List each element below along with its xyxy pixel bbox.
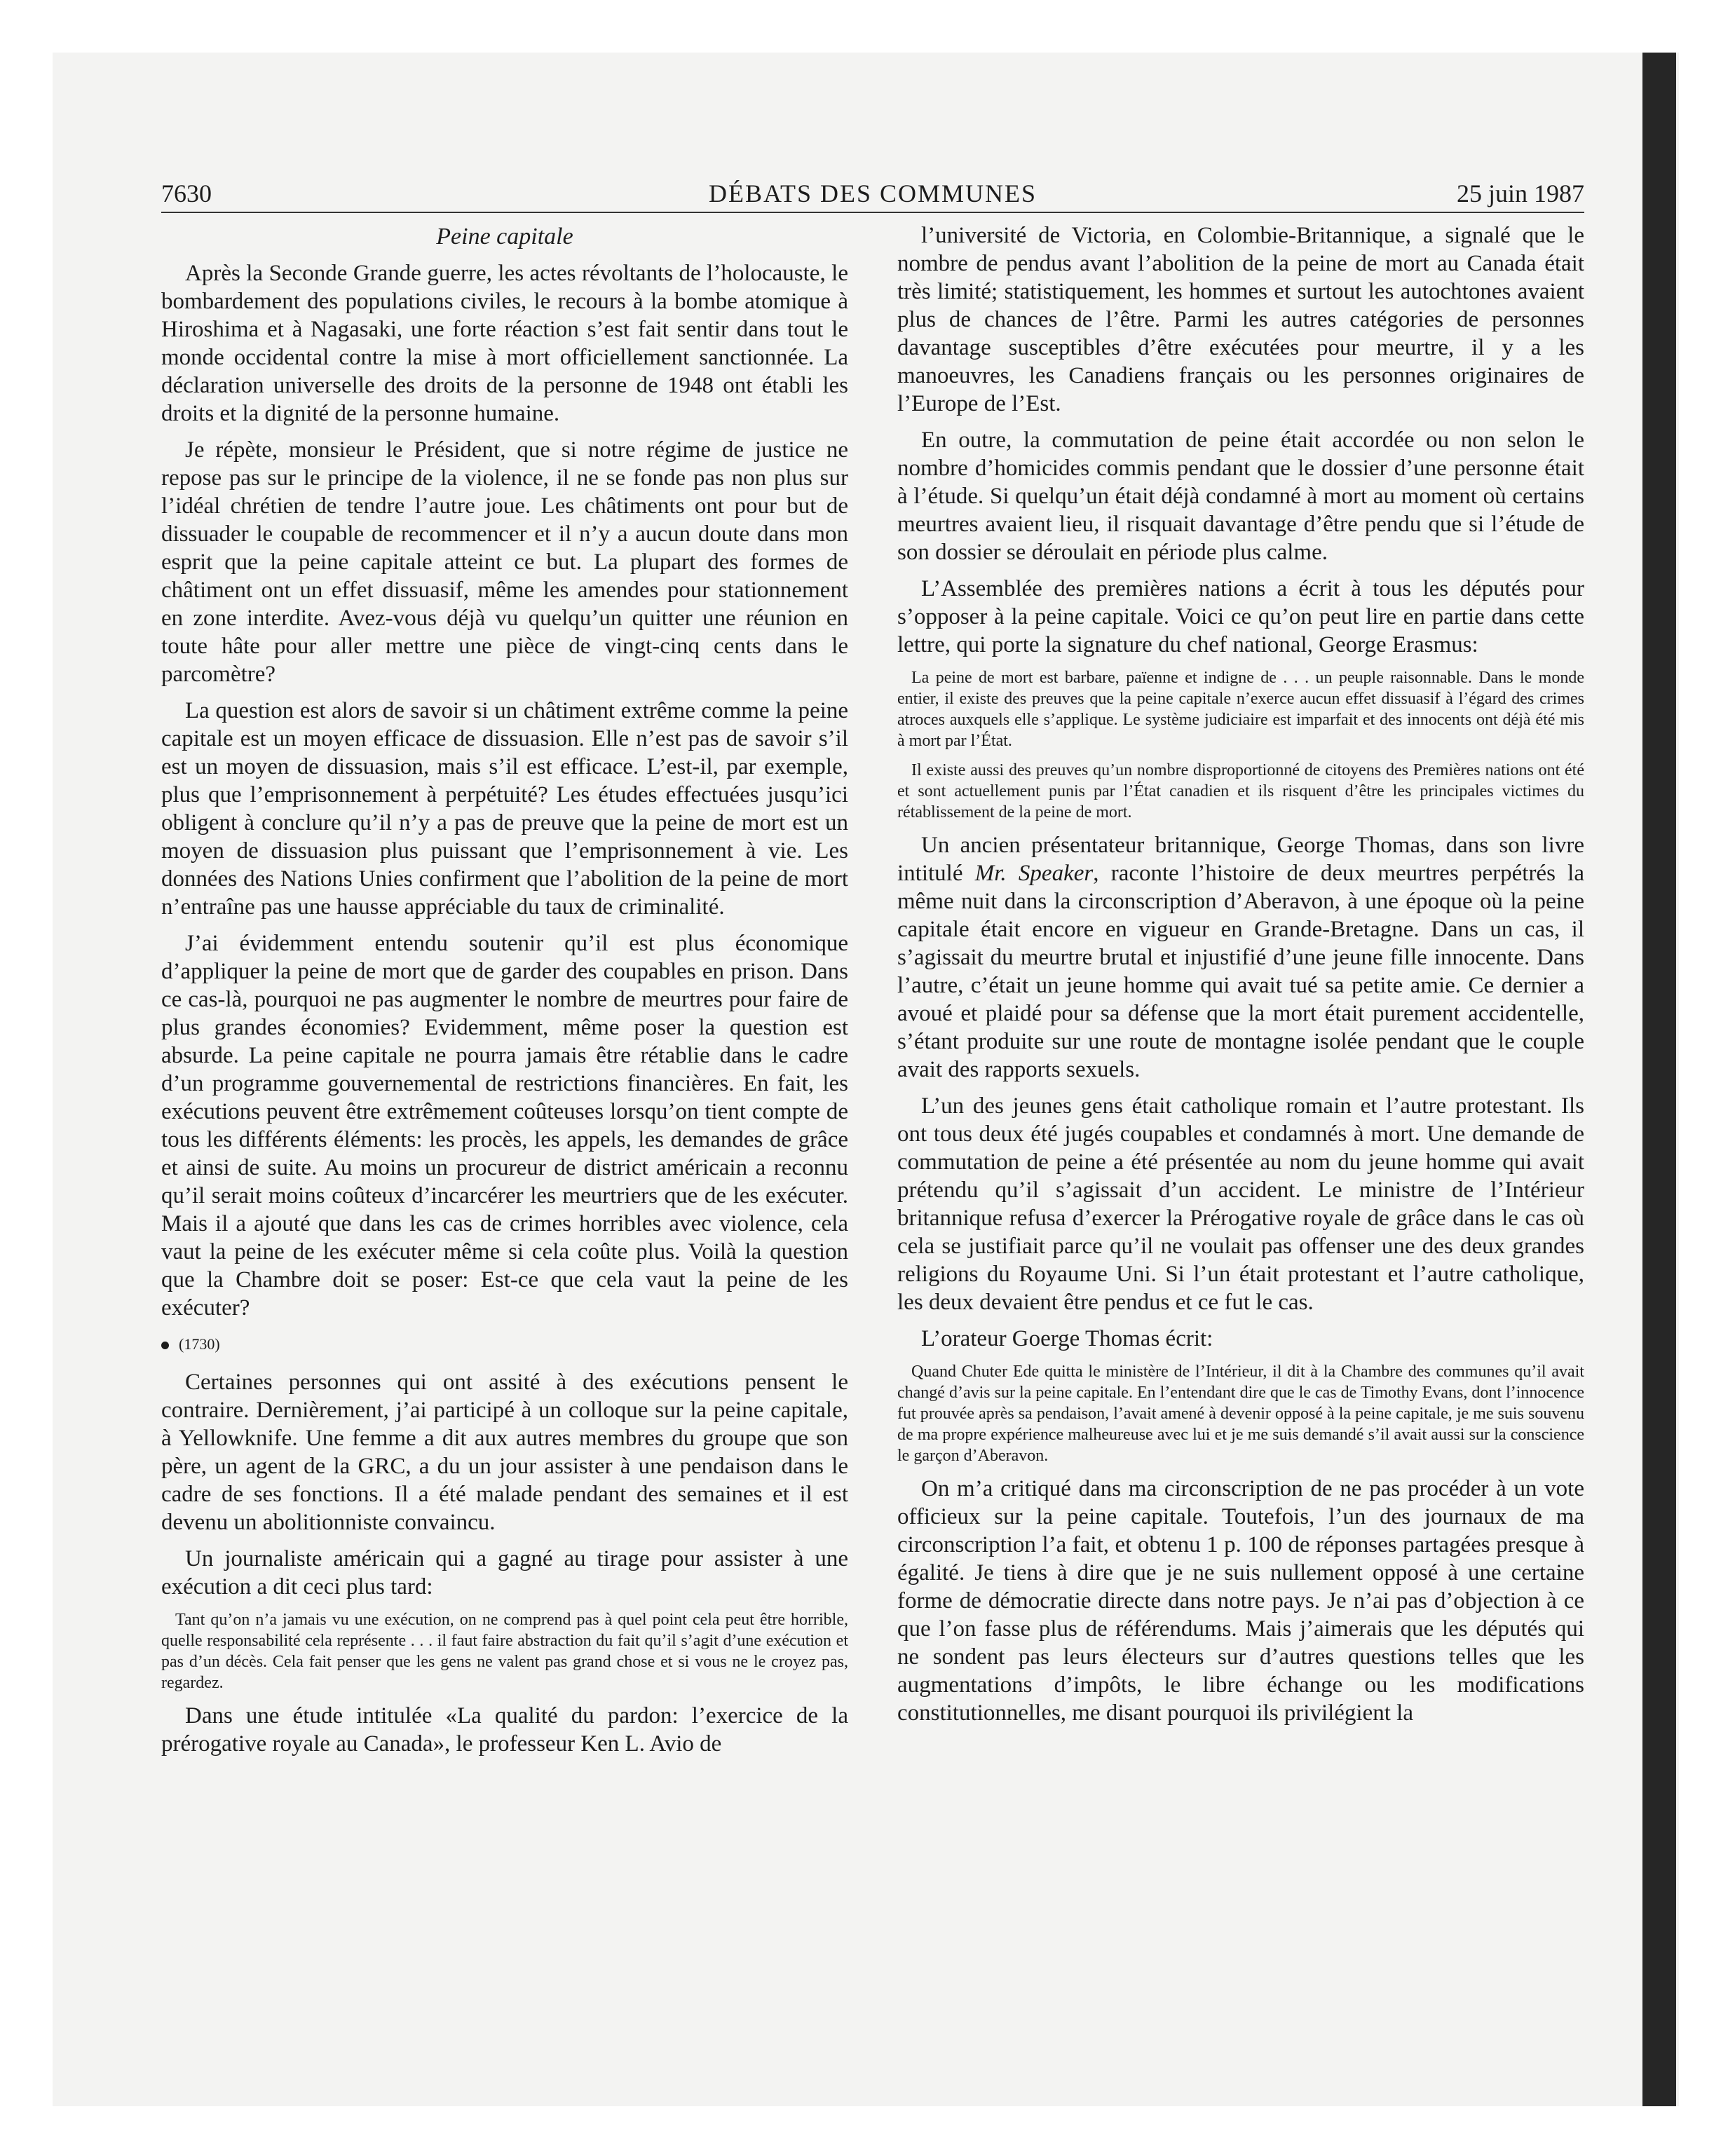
scan-edge-shadow [1642, 53, 1676, 2106]
block-quote: Il existe aussi des preuves qu’un nombre disproportionné de citoyens des Premières nations ont été et sont actuellement punis par l’État canadien et ils risquent d’être les principales victimes du rétablissement de la peine de mort. [897, 761, 1584, 821]
paragraph: En outre, la commutation de peine était accordée ou non selon le nombre d’homicides commis pendant que le dossier d’une personne était à l’étude. Si quelqu’un était déjà condamné à mort au moment où certains meurtres avaient lieu, il risquait davantage d’être pendu que si l’étude de son dossier se déroulait en période plus calme. [897, 428, 1584, 565]
page-header [161, 175, 1584, 213]
paragraph: Certaines personnes qui ont assité à des exécutions pensent le contraire. Dernièrement, j’ai participé à un colloque sur la peine capitale, à Yellowknife. Une femme a dit aux autres membres du groupe que son père, un agent de la GRC, a du un jour assister à une pendaison dans le cadre de ses fonctions. Il a été malade pendant des semaines et il est devenu un abolitionniste convaincu. [161, 1370, 848, 1535]
right-column [897, 221, 1584, 1766]
paragraph: Je répète, monsieur le Président, que si notre régime de justice ne repose pas sur le principe de la violence, il ne se fonde pas non plus sur l’idéal chrétien de tendre l’autre joue. Les châtiments ont pour but de dissuader le coupable de recommencer et il n’y a aucun doute dans mon esprit que la peine capitale atteint ce but. La plupart des formes de châtiment ont un effet dissuasif, même les amendes pour stationnement en zone interdite. Avez-vous déjà vu quelqu’un quitter une réunion en toute hâte pour aller mettre une pièce de vingt-cinq cents dans le parcomètre? [161, 437, 848, 687]
paragraph-text: , raconte l’histoire de deux meurtres perpétrés la même nuit dans la circonscription d’Aberavon, à une époque où la peine capitale était encore en vigueur en Grande-Bretagne. Dans un cas, il s’agissait du meurtre brutal et injustifié d’une jeune fille innocente. Dans l’autre, c’était un jeune homme qui avait tué sa petite amie. Ce dernier a avoué et plaidé pour sa défense que la mort était purement accidentelle, s’étant produite sur une route de montagne isolée pendant que le couple avait des rapports sexuels. [897, 861, 1584, 1082]
block-quote: Tant qu’on n’a jamais vu une exécution, on ne comprend pas à quel point cela peut être horrible, quelle responsabilité cela représente . . . il faut faire abstraction du fait qu’il s’agit d’une exécution et pas d’un décès. Cela fait penser que les gens ne valent pas grand chose et si vous ne le croyez pas, regardez. [161, 1611, 848, 1692]
publication-date: 25 juin 1987 [1456, 179, 1584, 207]
bullet-icon [161, 1342, 169, 1349]
publication-title: DÉBATS DES COMMUNES [708, 179, 1037, 207]
paragraph [897, 831, 1584, 1084]
paragraph: L’orateur Goerge Thomas écrit: [921, 1326, 1213, 1351]
text-columns [161, 221, 1584, 1766]
paragraph: Dans une étude intitulée «La qualité du pardon: l’exercice de la prérogative royale au Canada», le professeur Ken L. Avio de [161, 1703, 848, 1756]
time-marker-text: (1730) [179, 1335, 220, 1353]
paragraph: Après la Seconde Grande guerre, les actes révoltants de l’holocauste, le bombardement des populations civiles, le recours à la bombe atomique à Hiroshima et à Nagasaki, une forte réaction s’est fait sentir dans tout le monde occidental contre la mise à mort officiellement sanctionnée. La déclaration universelle des droits de la personne de 1948 ont établi les droits et la dignité de la personne humaine. [161, 261, 848, 426]
block-quote: La peine de mort est barbare, païenne et indigne de . . . un peuple raisonnable. Dans le monde entier, il existe des preuves que la peine capitale n’exerce aucun effet dissuasif à l’égard des crimes atroces auxquels elle s’applique. Le système judiciaire est imparfait et des innocents ont déjà été mis à mort par l’État. [897, 669, 1584, 750]
paragraph: L’Assemblée des premières nations a écrit à tous les députés pour s’opposer à la peine capitale. Voici ce qu’on peut lire en partie dans cette lettre, qui porte la signature du chef national, George Erasmus: [897, 576, 1584, 657]
paragraph: Un journaliste américain qui a gagné au tirage pour assister à une exécution a dit ceci plus tard: [161, 1546, 848, 1599]
left-column [161, 221, 848, 1766]
paragraph-text: Un ancien présentateur britannique, George Thomas, dans son livre intitulé [897, 833, 1584, 886]
paragraph: On m’a critiqué dans ma circonscription de ne pas procéder à un vote officieux sur la peine capitale. Toutefois, l’un des journaux de ma circonscription l’a fait, et obtenu 1 p. 100 de réponses partagées presque à égalité. Je tiens à dire que je ne suis nullement opposé à une certaine forme de démocratie directe dans notre pays. Je n’ai pas d’objection à ce que l’on fasse plus de référendums. Mais j’aimerais que les députés qui ne sondent pas leurs électeurs sur d’autres questions telles que les augmentations d’impôts, le libre échange ou les modifications constitutionnelles, me disant pourquoi ils privilégient la [897, 1476, 1584, 1726]
block-quote: Quand Chuter Ede quitta le ministère de l’Intérieur, il dit à la Chambre des communes qu’il avait changé d’avis sur la peine capitale. En l’entendant dire que le cas de Timothy Evans, dont l’innocence fut prouvée après sa pendaison, l’avait amené à devenir opposé à la peine capitale, je me suis souvenu de ma propre expérience malheureuse avec lui et je me suis demandé s’il avait aussi sur la conscience le garçon d’Aberavon. [897, 1363, 1584, 1465]
paragraph: l’université de Victoria, en Colombie-Britannique, a signalé que le nombre de pendus avant l’abolition de la peine de mort au Canada était très limité; statistiquement, les hommes et surtout les autochtones avaient plus de chances de l’être. Parmi les autres catégories de personnes davantage susceptibles d’être exécutées pour meurtre, il y a les manoeuvres, les Canadiens français ou les personnes originaires de l’Europe de l’Est. [897, 223, 1584, 416]
time-marker [161, 1330, 848, 1358]
paragraph: La question est alors de savoir si un châtiment extrême comme la peine capitale est un moyen efficace de dissuasion. Elle n’est pas de savoir s’il est un moyen de dissuasion, mais s’il est efficace. L’est-il, par exemple, plus que l’emprisonnement à perpétuité? Les études effectuées jusqu’ici obligent à conclure qu’il n’y a pas de preuve que la peine de mort est un moyen de dissuasion plus puissant que l’emprisonnement à vie. Les données des Nations Unies confirment que l’abolition de la peine de mort n’entraîne pas une hausse appréciable du taux de criminalité. [161, 698, 848, 920]
document-page [161, 175, 1584, 2068]
section-title: Peine capitale [436, 224, 573, 250]
page-number: 7630 [161, 179, 212, 207]
book-title: Mr. Speaker [974, 861, 1094, 886]
paragraph: J’ai évidemment entendu soutenir qu’il est plus économique d’appliquer la peine de mort que de garder des coupables en prison. Dans ce cas-là, pourquoi ne pas augmenter le nombre de meurtres pour faire de plus grandes économies? Evidemment, même poser la question est absurde. La peine capitale ne pourra jamais être rétablie dans le cadre d’un programme gouvernemental de restrictions financières. En fait, les exécutions peuvent être extrêmement coûteuses lorsqu’on tient compte de tous les différents éléments: les procès, les appels, les demandes de grâce et ainsi de suite. Au moins un procureur de district américain a reconnu qu’il serait moins coûteux d’incarcérer les meurtriers que de les exécuter. Mais il a ajouté que dans les cas de crimes horribles avec violence, cela vaut la peine de les exécuter même si cela coûte plus. Voilà la question que la Chambre doit se poser: Est-ce que cela vaut la peine de les exécuter? [161, 931, 848, 1321]
paragraph: L’un des jeunes gens était catholique romain et l’autre protestant. Ils ont tous deux été jugés coupables et condamnés à mort. Une demande de commutation de peine a été présentée au nom du jeune homme qui avait prétendu qu’il s’agissait d’un accident. Le ministre de l’Intérieur britannique refusa d’exercer la Prérogative royale de grâce dans le cas où cela se justifiait parce qu’il ne voulait pas offenser une des deux grandes religions du Royaume Uni. Si l’un était protestant et l’autre catholique, les deux devaient être pendus et ce fut le cas. [897, 1093, 1584, 1315]
